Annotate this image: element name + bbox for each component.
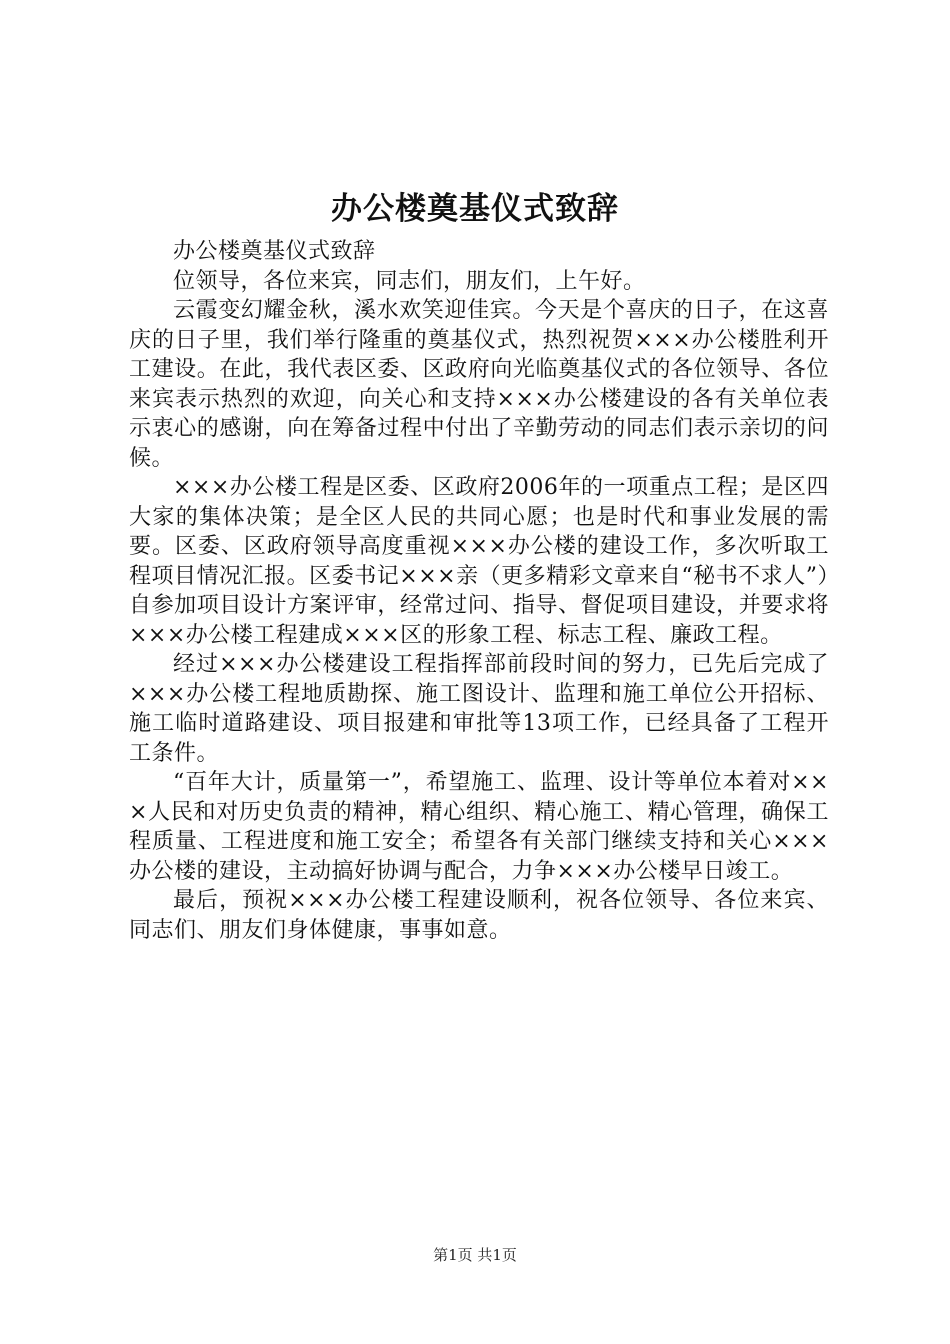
- paragraph-quality-hopes: “百年大计，质量第一”，希望施工、监理、设计等单位本着对×××人民和对历史负责的精神，精心组织、精心施工、精心管理，确保工程质量、工程进度和施工安全；希望各有关部门继续支持和关心×××办公楼的建设，主动搞好协调与配合，力争×××办公楼早日竣工。: [129, 770, 829, 884]
- paragraph-project-importance: ×××办公楼工程是区委、区政府2006年的一项重点工程；是区四大家的集体决策；是全区人民的共同心愿；也是时代和事业发展的需要。区委、区政府领导高度重视×××办公楼的建设工作，多次听取工程项目情况汇报。区委书记×××亲（更多精彩文章来自“秘书不求人”）自参加项目设计方案评审，经常过问、指导、督促项目建设，并要求将×××办公楼工程建成×××区的形象工程、标志工程、廉政工程。: [129, 475, 829, 648]
- page-number-footer: 第1页 共1页: [433, 1246, 517, 1264]
- document-body: [129, 237, 829, 945]
- paragraph-greeting: 位领导，各位来宾，同志们，朋友们，上午好。: [173, 268, 646, 294]
- paragraph-preparation: 经过×××办公楼建设工程指挥部前段时间的努力，已先后完成了×××办公楼工程地质勘探、施工图设计、监理和施工单位公开招标、施工临时道路建设、项目报建和审批等13项工作，已经具备了工程开工条件。: [129, 652, 829, 766]
- document-title: 办公楼奠基仪式致辞: [331, 191, 619, 227]
- paragraph-welcome: 云霞变幻耀金秋，溪水欢笑迎佳宾。今天是个喜庆的日子，在这喜庆的日子里，我们举行隆重的奠基仪式，热烈祝贺×××办公楼胜利开工建设。在此，我代表区委、区政府向光临奠基仪式的各位领导、各位来宾表示热烈的欢迎，向关心和支持×××办公楼建设的各有关单位表示衷心的感谢，向在筹备过程中付出了辛勤劳动的同志们表示亲切的问候。: [129, 298, 829, 471]
- paragraph-closing: 最后，预祝×××办公楼工程建设顺利，祝各位领导、各位来宾、同志们、朋友们身体健康，事事如意。: [129, 888, 829, 943]
- paragraph-heading: 办公楼奠基仪式致辞: [173, 239, 376, 264]
